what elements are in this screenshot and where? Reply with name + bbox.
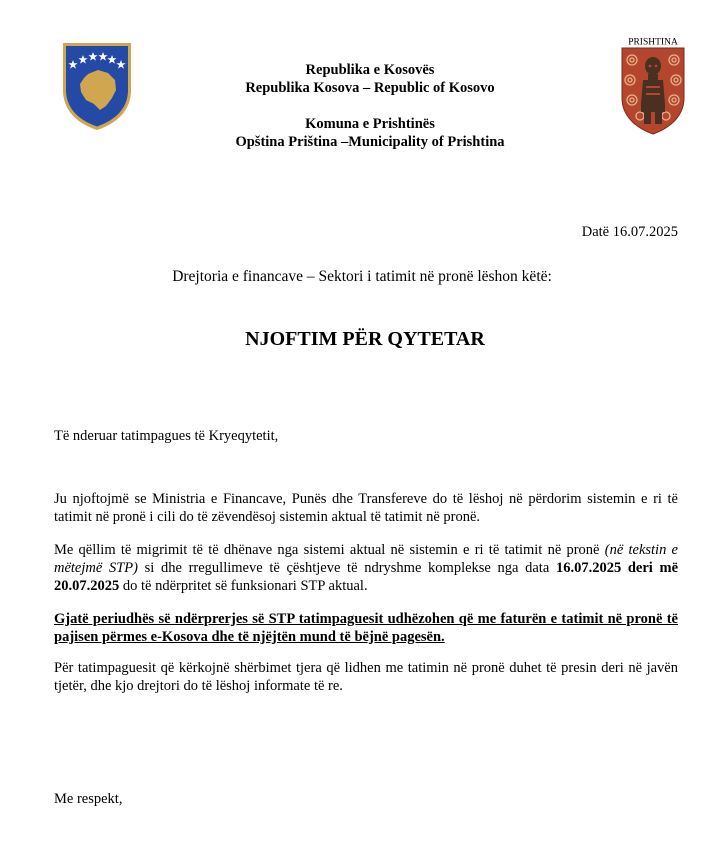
paragraph-migration-dates: 16.07.2025 deri më 20.07.2025 xyxy=(54,560,679,594)
greeting: Të nderuar tatimpagues të Kryeqytetit, xyxy=(54,428,279,444)
kosovo-coat-of-arms-icon xyxy=(60,40,134,132)
header-republic-albanian: Republika e Kosovës xyxy=(305,62,435,78)
paragraph-system-announcement: Ju njoftojmë se Ministria e Financave, Punës dhe Transfereve do të lëshoj në përdorim sistemin e ri të tatimit në pronë i cili do të zëvendësoj sistemin aktual të tatimit në pronë. xyxy=(54,491,678,525)
header-municipality-multilingual: Opština Priština –Municipality of Prishtina xyxy=(235,134,505,150)
paragraph-migration-period xyxy=(54,541,678,595)
document-date: Datë 16.07.2025 xyxy=(581,224,678,240)
letterhead xyxy=(200,61,540,151)
header-republic-multilingual: Republika Kosova – Republic of Kosovo xyxy=(245,80,495,96)
paragraph-migration-text-3: do të ndërpritet së funksionari STP aktual. xyxy=(119,578,368,594)
paragraph-migration-text-2: si dhe rregullimeve të çështjeve të ndryshme komplekse nga data xyxy=(137,560,556,576)
closing-salutation: Me respekt, xyxy=(54,791,123,807)
prishtina-coat-of-arms-icon xyxy=(618,36,688,136)
issuer-statement: Drejtoria e financave – Sektori i tatimit në pronë lëshon këtë: xyxy=(172,268,552,285)
paragraph-other-services: Për tatimpaguesit që kërkojnë shërbimet tjera që lidhen me tatimin në pronë duhet të presin deri në javën tjetër, dhe kjo drejtori do të lëshoj informate të re. xyxy=(54,660,678,694)
prishtina-emblem-label: PRISHTINA xyxy=(628,37,678,48)
paragraph-ekosova-instruction: Gjatë periudhës së ndërprerjes së STP tatimpaguesit udhëzohen që me faturën e tatimit në pronë të pajisen përmes e-Kosova dhe të njëjtën mund të bëjnë pagesën. xyxy=(54,611,678,645)
paragraph-migration-stp-note: (në tekstin e mëtejmë STP) xyxy=(54,542,678,576)
header-municipality-albanian: Komuna e Prishtinës xyxy=(305,116,435,132)
paragraph-migration-text-1: Me qëllim të migrimit të të dhënave nga sistemi aktual në sistemin e ri të tatimit në pronë xyxy=(54,542,605,558)
document-title: NJOFTIM PËR QYTETAR xyxy=(245,328,485,350)
